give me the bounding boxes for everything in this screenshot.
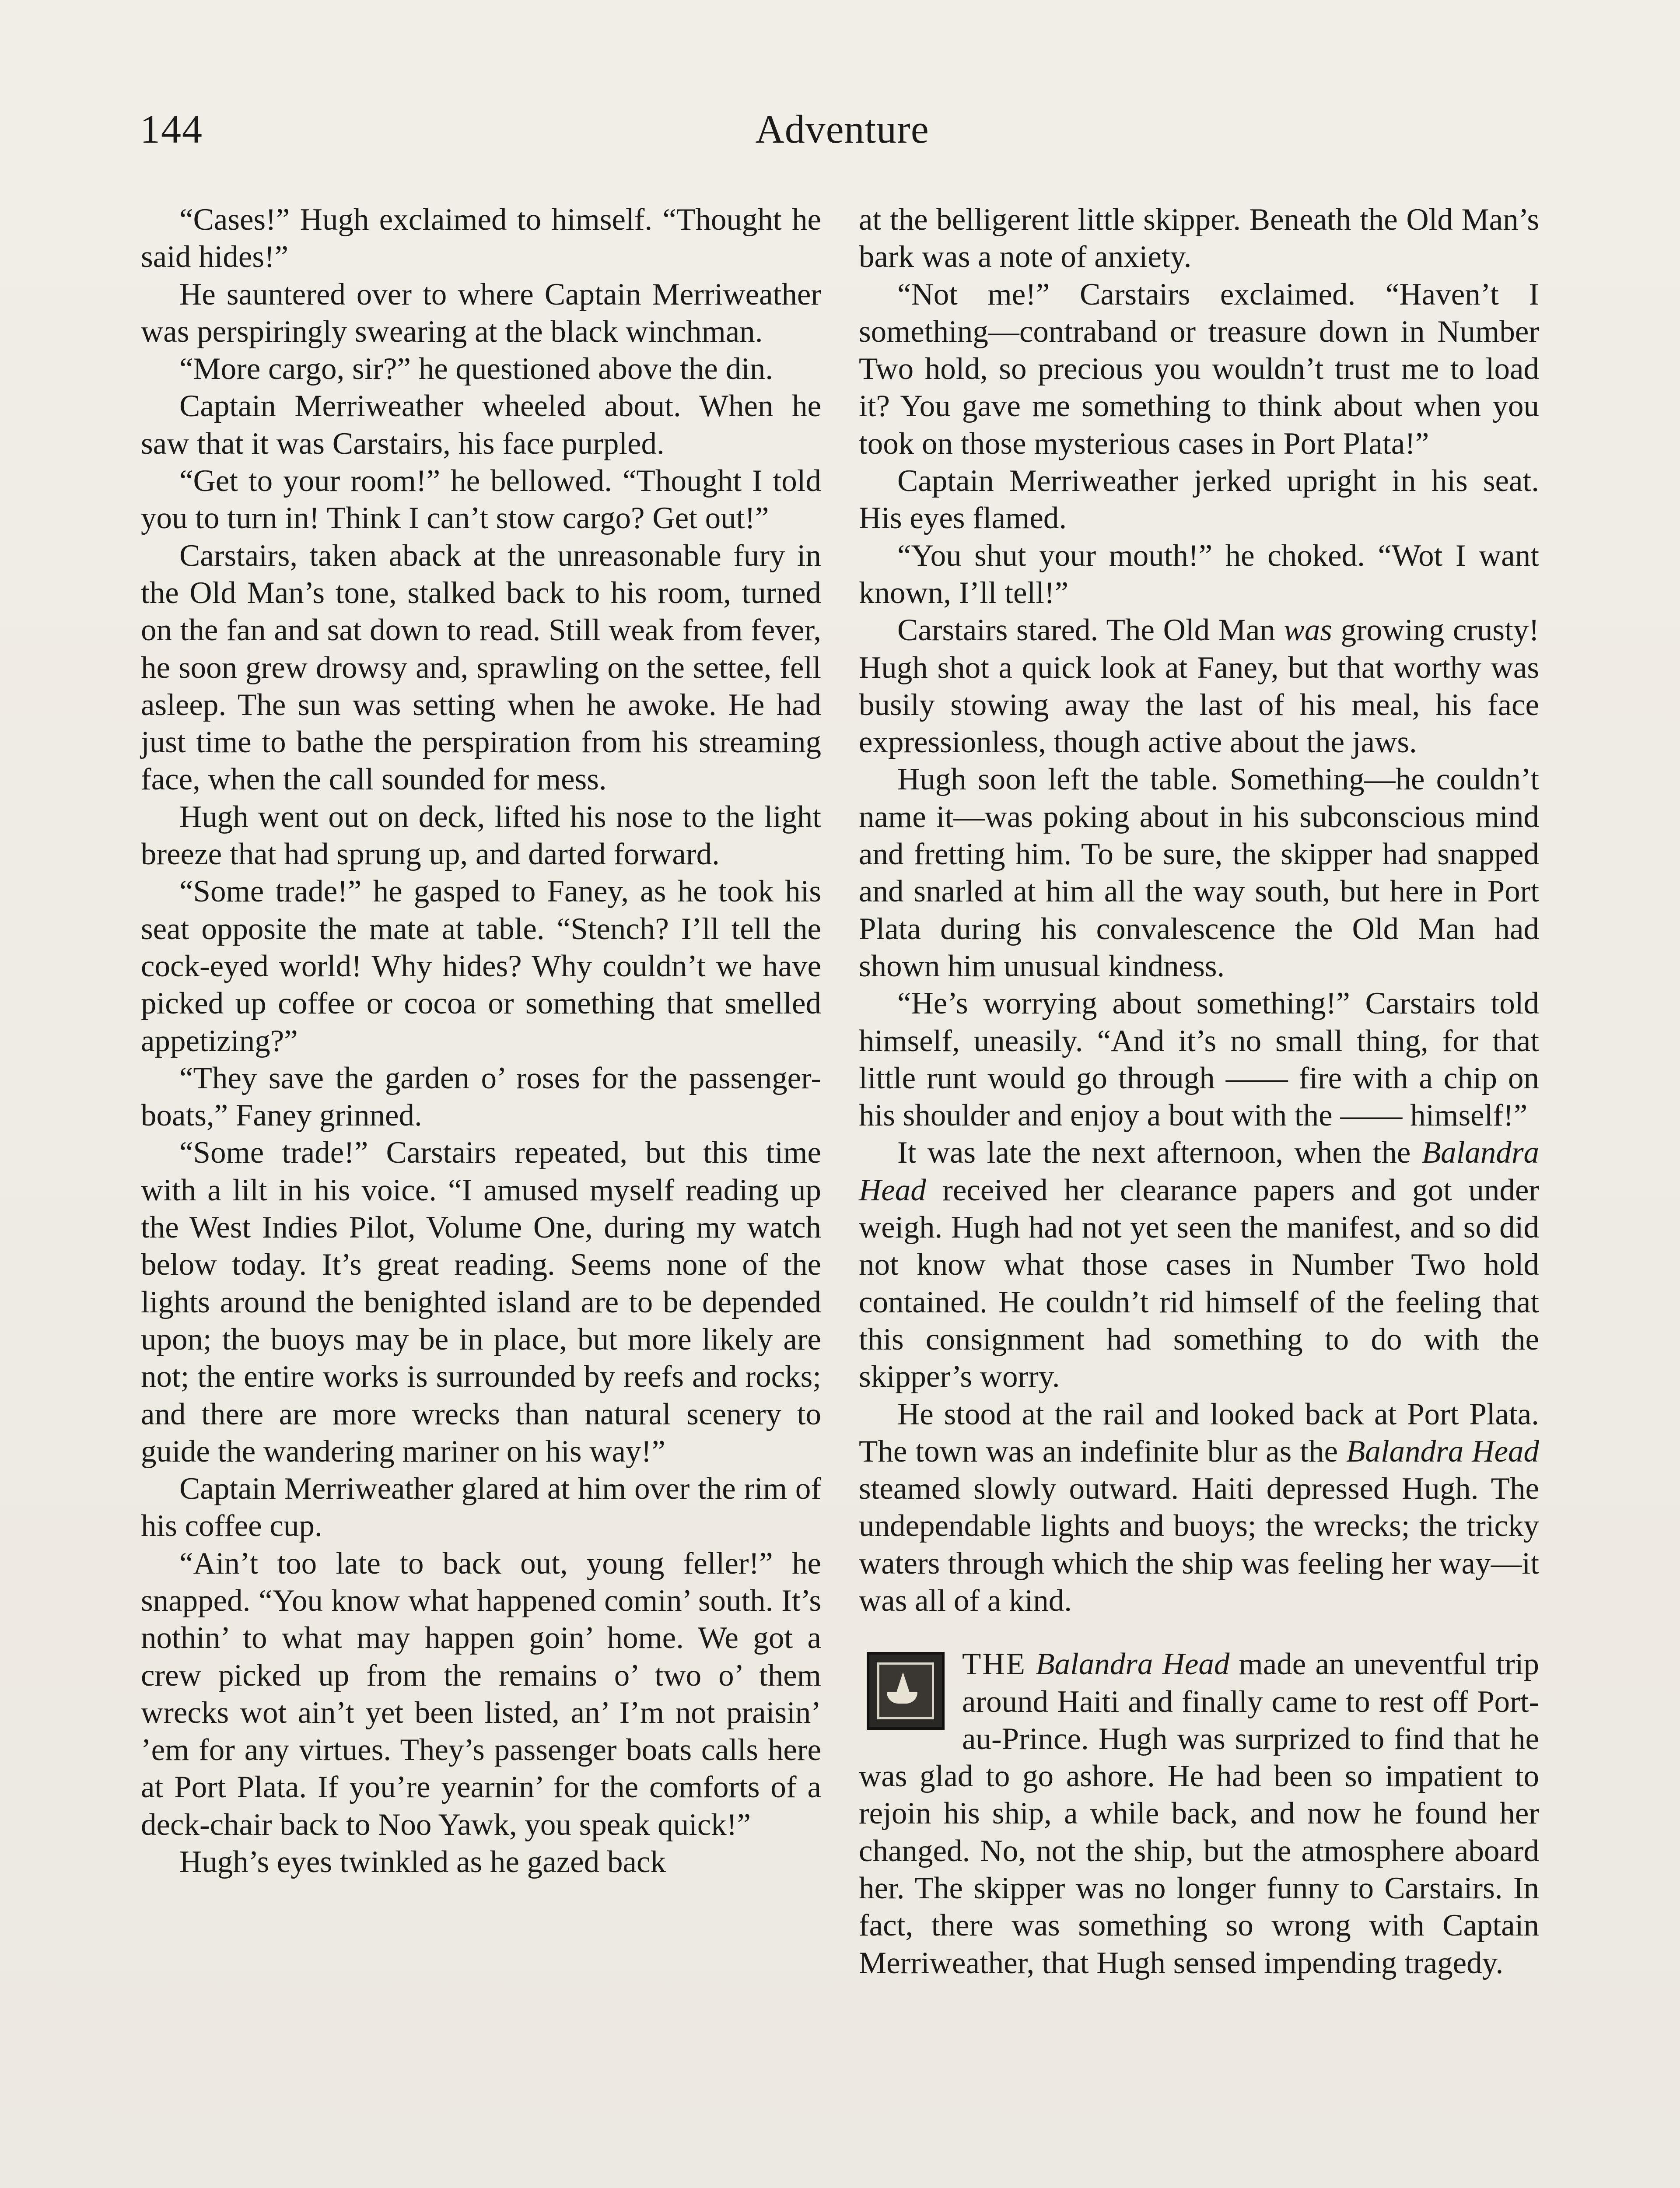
paragraph: “Ain’t too late to back out, young feller!” he snapped. “You know what happened comin’ south. It’s nothin’ to what may happen goin’ home. We got a crew picked up from the remains o’ two o’ them wrecks wot ain’t yet been listed, an’ I’m not praisin’ ’em for any virtues. They’s passenger boats calls here at Port Plata. If you’re yearnin’ for the comforts of a deck-chair back to Noo Yawk, you speak quick!” <box>141 1546 821 1842</box>
ship-ornament-icon <box>867 1652 945 1730</box>
paragraph: Hugh went out on deck, lifted his nose to the light breeze that had sprung up, and darted forward. <box>141 799 821 872</box>
paragraph: at the belligerent little skipper. Beneath the Old Man’s bark was a note of anxiety. <box>859 203 1539 274</box>
paragraph: Carstairs, taken aback at the unreasonable fury in the Old Man’s tone, stalked back to his room, turned on the fan and sat down to read. Still weak from fever, he soon grew drowsy and, sprawling on the settee, fell asleep. The sun was setting when he awoke. He had just time to bathe the perspiration from his streaming face, when the call sounded for mess. <box>141 538 821 797</box>
ship-name: Balandra Head <box>1346 1434 1540 1469</box>
text-run: He stood at the rail and looked back at Port Plata. The town was an indefinite blur as the <box>859 1397 1539 1469</box>
paragraph: “Not me!” Carstairs exclaimed. “Haven’t I something—contraband or treasure down in Number Two hold, so precious you wouldn’t trust me to load it? You gave me something to think about when you took on those mysterious cases in Port Plata!” <box>859 277 1539 461</box>
paragraph <box>859 1396 1539 1620</box>
running-title: Adventure <box>755 107 929 151</box>
text-run: growing crusty! Hugh shot a quick look at Faney, but that worthy was busily stowing away the last of his meal, his face expressionless, though active about the jaws. <box>859 613 1539 760</box>
paragraph: “You shut your mouth!” he choked. “Wot I want known, I’ll tell!” <box>859 538 1539 610</box>
paragraph: “More cargo, sir?” he questioned above the din. <box>179 352 774 386</box>
section-opening-paragraph <box>859 1646 1539 1982</box>
ship-name: Balandra Head <box>859 1136 1539 1207</box>
paragraph: “Some trade!” he gasped to Faney, as he took his seat opposite the mate at table. “Stench? I’ll tell the cock-eyed world! Why hides? Why couldn’t we have picked up coffee or cocoa or something that smelled appetizing?” <box>141 874 821 1058</box>
paragraph: “They save the garden o’ roses for the passenger-boats,” Faney grinned. <box>141 1061 821 1133</box>
paragraph: “Get to your room!” he bellowed. “Thought I told you to turn in! Think I can’t stow cargo? Get out!” <box>141 464 821 536</box>
paragraph <box>859 612 1539 761</box>
paragraph: Hugh’s eyes twinkled as he gazed back <box>179 1845 666 1879</box>
page-header <box>140 103 1544 164</box>
text-run: steamed slowly outward. Haiti depressed Hugh. The undependable lights and buoys; the wrecks; the tricky waters through which the ship was feeling her way—it was all of a kind. <box>859 1472 1539 1618</box>
paragraph: Captain Merriweather glared at him over the rim of his coffee cup. <box>141 1472 821 1543</box>
paragraph: He sauntered over to where Captain Merriweather was perspiringly swearing at the black winchman. <box>141 277 821 349</box>
paragraph: “He’s worrying about something!” Carstairs told himself, uneasily. “And it’s no small thing, for that little runt would go through —— fire with a chip on his shoulder and enjoy a bout with the —— himself!” <box>859 986 1539 1133</box>
right-column <box>859 201 1539 1982</box>
text-run: made an uneventful trip around Haiti and finally came to rest off Port-au-Prince. Hugh was surprized to find that he was glad to go ashore. He had been so impatient to rejoin his ship, a while back, and now he found her changed. No, not the ship, but the atmosphere aboard her. The skipper was no longer funny to Carstairs. In fact, there was something so wrong with Captain Merriweather, that Hugh sensed impending tragedy. <box>859 1647 1540 1980</box>
paragraph: “Some trade!” Carstairs repeated, but this time with a lilt in his voice. “I amused myself reading up the West Indies Pilot, Volume One, during my watch below today. It’s great reading. Seems none of the lights around the benighted island are to be depended upon; the buoys may be in place, but more likely are not; the entire works is surrounded by reefs and rocks; and there are more wrecks than natural scenery to guide the wandering mariner on his way!” <box>141 1136 821 1469</box>
text-run: Carstairs stared. The Old Man <box>897 613 1284 648</box>
paragraph: Captain Merriweather wheeled about. When he saw that it was Carstairs, his face purpled. <box>141 389 821 461</box>
paragraph <box>859 1134 1539 1396</box>
paragraph: Captain Merriweather jerked upright in his seat. His eyes flamed. <box>859 464 1539 536</box>
paragraph: Hugh soon left the table. Something—he couldn’t name it—was poking about in his subconscious mind and fretting him. To be sure, the skipper had snapped and snarled at him all the way south, but here in Port Plata during his convalescence the Old Man had shown him unusual kindness. <box>859 762 1539 983</box>
ship-name: Balandra Head <box>1036 1647 1230 1682</box>
page-number: 144 <box>140 107 203 151</box>
text-run: received her clearance papers and got under weigh. Hugh had not yet seen the manifest, and so did not know what those cases in Number Two hold contained. He couldn’t rid himself of the feeling that this consignment had something to do with the skipper’s worry. <box>859 1173 1539 1394</box>
section-lead-word: THE <box>962 1647 1027 1682</box>
emphasis: was <box>1284 613 1332 648</box>
text-run: It was late the next afternoon, when the <box>897 1136 1422 1170</box>
left-column <box>141 201 821 1881</box>
paragraph: “Cases!” Hugh exclaimed to himself. “Thought he said hides!” <box>141 203 821 274</box>
